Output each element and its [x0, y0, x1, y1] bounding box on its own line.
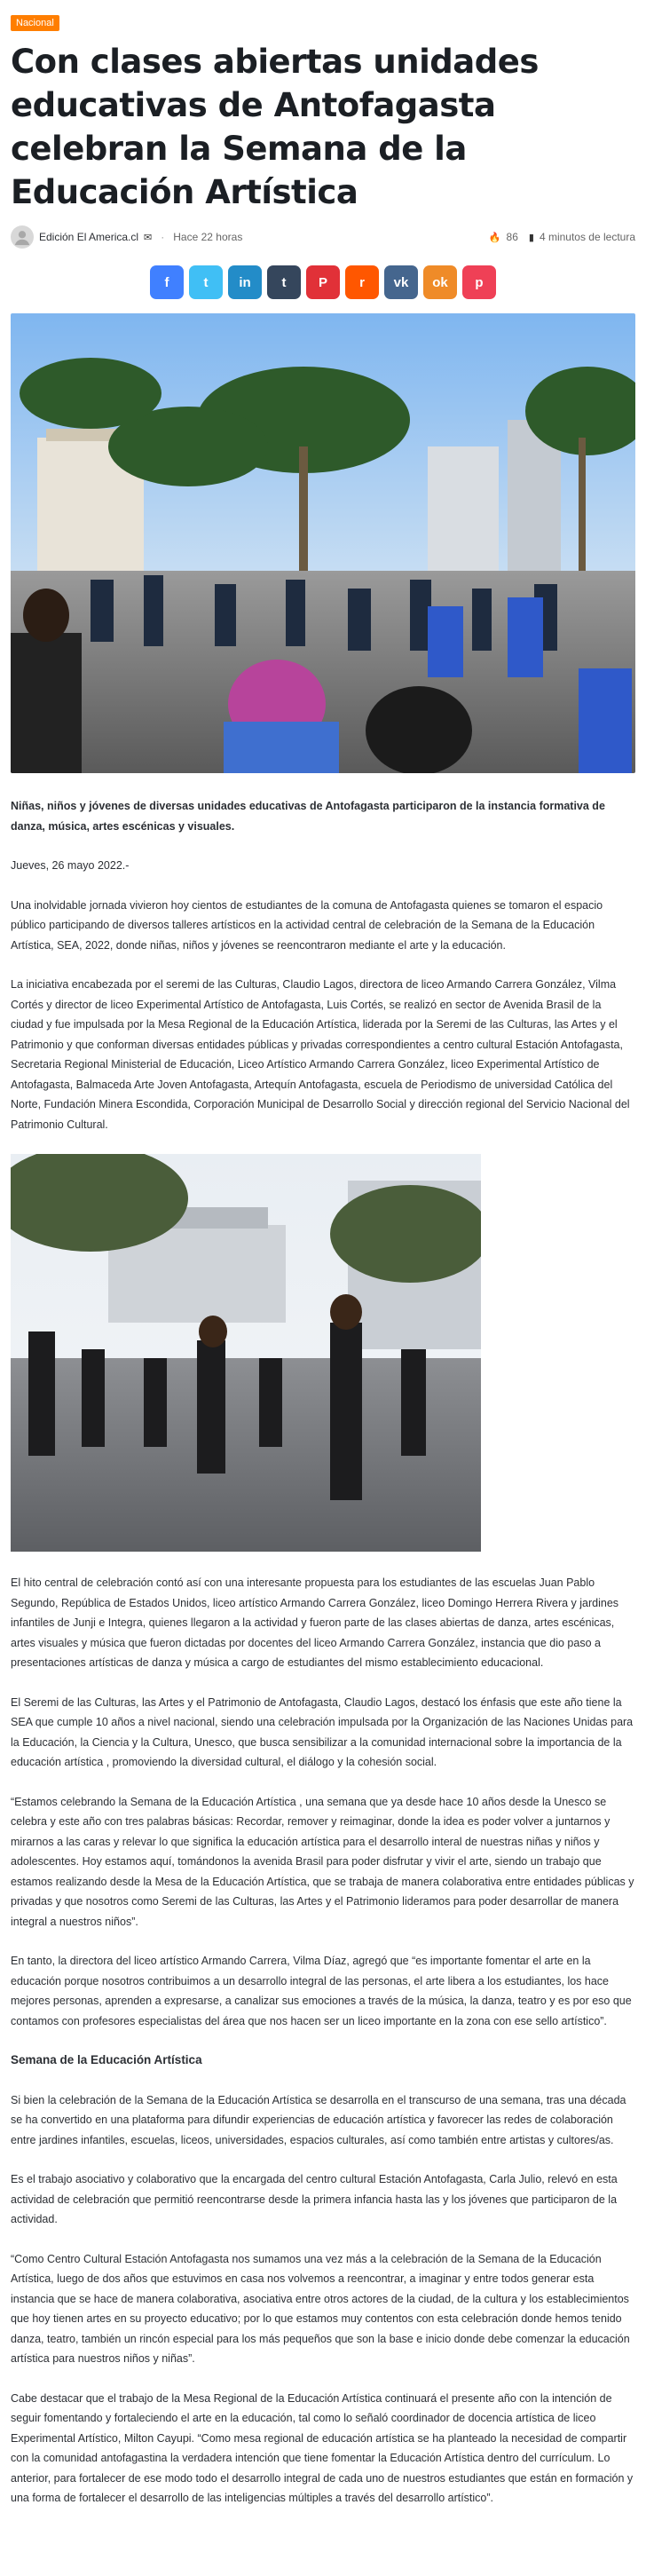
article-paragraph: Una inolvidable jornada vivieron hoy cientos de estudiantes de la comuna de Antofagasta quienes se tomaron el espacio público participando de diversos talleres artísticos en la actividad central de celebración de la Semana de la Educación Artística, SEA, 2022, donde niñas, niños y jóvenes se reencontraron mediante el arte y la educación.	[11, 898, 603, 952]
user-icon	[12, 227, 32, 247]
article-header	[11, 0, 635, 299]
article-paragraph: Si bien la celebración de la Semana de la Educación Artística se desarrolla en el transcurso de una semana, tras una década se ha convertido en una plataforma para difundir experiencias de educación artística y favorecer las redes de colaboración entre jardines infantiles, escuelas, liceos, universidades, espacios culturales, así como también entre artistas y cultores/as.	[11, 2093, 626, 2146]
article-paragraph: La iniciativa encabezada por el seremi de las Culturas, Claudio Lagos, directora de liceo Armando Carrera González, Vilma Cortés y director de liceo Experimental Artístico de Antofagasta, Luis Cortés, se realizó en sector de Avenida Brasil de la ciudad y fue impulsada por la Mesa Regional de la Educación Artística, liderada por la Seremi de las Culturas, las Artes y el Patrimonio y que conforman diversas entidades públicas y privadas correspondientes a centro cultural Estación Antofagasta, Secretaria Regional Ministerial de Educación, Liceo Artístico Armando Carrera González, liceo Experimental Artístico de Antofagasta, Balmaceda Arte Joven Antofagasta, Artequín Antofagasta, escuela de Periodismo de universidad Católica del Norte, Fundación Minera Escondida, Corporación Municipal de Desarrollo Social y dirección regional del Servicio Nacional del Patrimonio Cultural.	[11, 978, 630, 1131]
main-photo	[11, 313, 635, 773]
odnoklassniki-icon: ok	[432, 274, 448, 290]
facebook-icon: f	[164, 274, 169, 290]
fire-icon: 🔥	[488, 232, 501, 243]
article-meta	[11, 225, 635, 249]
secondary-photo	[11, 1154, 481, 1552]
view-count: 86	[506, 231, 518, 243]
article-paragraph: El hito central de celebración contó así con una interesante propuesta para los estudiantes de las escuelas Juan Pablo Segundo, República de Estados Unidos, liceo artístico Armando Carrera González, liceo Domingo Herrera Rivera y jardines infantiles de Junji e Integra, quienes llegaron a la actividad y fueron parte de las clases abiertas de danza, artes escénicas, artes visuales y música que fueron dictadas por docentes del liceo Armando Carrera González, instancia que dio paso a presentaciones artísticas de danza y música a cargo de estudiantes del mismo establecimiento educacional.	[11, 1576, 619, 1669]
article-paragraph: En tanto, la directora del liceo artístico Armando Carrera, Vilma Díaz, agregó que “es importante fomentar el arte en la educación porque nosotros contribuimos a un desarrollo integral de las personas, el arte libera a los estudiantes, los hace mejores personas, aprenden a expresarse, a canalizar sus emociones a través de la música, la danza, teatro y es por eso que contamos con profesores especialistas del área que nos hacen ser un liceo importante en la zona con ese sello artístico”.	[11, 1955, 632, 2027]
reddit-icon: r	[359, 274, 365, 290]
linkedin-icon: in	[239, 274, 251, 290]
bookmark-icon: ▮	[528, 232, 534, 243]
read-time: 4 minutos de lectura	[539, 231, 635, 243]
share-bar	[11, 265, 635, 299]
share-tumblr-button[interactable]	[267, 265, 301, 299]
article-paragraph: Es el trabajo asociativo y colaborativo que la encargada del centro cultural Estación Antofagasta, Carla Julio, relevó en esta actividad de celebración que permitió reencontrarse desde la primera infancia hasta las y los jóvenes que participaron de la actividad.	[11, 2173, 618, 2225]
share-pocket-button[interactable]	[462, 265, 496, 299]
avatar[interactable]	[11, 225, 34, 249]
article-paragraph: “Como Centro Cultural Estación Antofagasta nos sumamos una vez más a la celebración de la Semana de la Educación Artística, luego de dos años que estuvimos en casa nos volvemos a reencontrar, a imaginar y entre todos generar esta instancia que se hace de manera colaborativa, asociativa entre otros actores de la ciudad, de la cultura y los establecimientos que hoy tienen artes en su proyecto educativo; por lo que estamos muy contentos con esta celebración donde hemos tenido danza, teatro, también un rincón especial para los más pequeños que son la base e inicio donde debe comenzar la educación artística para nuestros niños y niñas”.	[11, 2252, 630, 2365]
main-photo-image	[11, 313, 635, 773]
article-dateline: Jueves, 26 mayo 2022.-	[11, 859, 130, 872]
share-vk-button[interactable]	[384, 265, 418, 299]
publish-time: Hace 22 horas	[173, 231, 243, 243]
article-paragraph: “Estamos celebrando la Semana de la Educación Artística , una semana que ya desde hace 10 años desde la Unesco se celebra y este año con tres palabras básicas: Recordar, remover y reimaginar, donde la idea es poder volver a juntarnos y mirarnos a las caras y relevar lo que significa la educación artística para el desarrollo interal de nuestras niñas y niños y adolescentes. Hoy estamos aquí, tomándonos la avenida Brasil para poder disfrutar y vivir el arte, siendo un trabajo que estamos realizando desde la Mesa de la Educación Artística, que se trabaja de manera colaborativa entre entidades públicas y privadas y que nosotros como Seremi de las Culturas, las Artes y el Patrimonio lideramos para poder desarrollar de manera integral a nuestros niños”.	[11, 1795, 634, 1928]
article-lead: Niñas, niños y jóvenes de diversas unidades educativas de Antofagasta participaron de la instancia formativa de danza, música, artes escénicas y visuales.	[11, 800, 605, 833]
pocket-icon: p	[475, 274, 484, 290]
tumblr-icon: t	[281, 274, 287, 290]
mail-icon[interactable]: ✉	[144, 232, 153, 243]
secondary-photo-image	[11, 1154, 481, 1552]
article-body	[11, 796, 635, 2509]
meta-left	[11, 225, 242, 249]
author-name[interactable]: Edición El America.cl	[39, 231, 139, 243]
article-paragraph: Cabe destacar que el trabajo de la Mesa Regional de la Educación Artística continuará el presente año con la intención de seguir fomentando y fortaleciendo el arte en la educación, tal como lo señaló coordinador de docencia artística de liceo Experimental Artístico, Milton Cayupi. “Como mesa regional de educación artística se ha planteado la necesidad de compartir con la comunidad antofagastina la verdadera intención que tiene fomentar la Educación Artística dentro del currículum. Lo anterior, para fortalecer de ese modo todo el desarrollo integral de cada uno de nuestros estudiantes que están en formación y una forma de fortalecer el desarrollo de las inteligencias múltiples a través del desarrollo artístico”.	[11, 2391, 634, 2504]
article-title: Con clases abiertas unidades educativas de Antofagasta celebran la Semana de la Educación Artística	[11, 43, 539, 211]
category-badge[interactable]: Nacional	[11, 15, 59, 31]
share-facebook-button[interactable]	[150, 265, 184, 299]
article-subheading: Semana de la Educación Artística	[11, 2053, 202, 2066]
share-twitter-button[interactable]	[189, 265, 223, 299]
article-paragraph: El Seremi de las Culturas, las Artes y el Patrimonio de Antofagasta, Claudio Lagos, destacó los énfasis que este año tiene la SEA que cumple 10 años a nivel nacional, siendo una celebración impulsada por la Organización de las Naciones Unidas para la Educación, la Ciencia y la Cultura, Unesco, que busca sensibilizar a la comunidad internacional sobre la importancia de la educación artística , promoviendo la diversidad cultural, el diálogo y la cohesión social.	[11, 1695, 634, 1768]
share-pinterest-button[interactable]	[306, 265, 340, 299]
share-odnoklassniki-button[interactable]	[423, 265, 457, 299]
meta-right	[489, 231, 635, 243]
share-linkedin-button[interactable]	[228, 265, 262, 299]
meta-dot: ·	[161, 231, 165, 243]
twitter-icon: t	[203, 274, 209, 290]
vk-icon: vk	[393, 274, 409, 290]
pinterest-icon: P	[318, 274, 327, 290]
share-reddit-button[interactable]	[345, 265, 379, 299]
